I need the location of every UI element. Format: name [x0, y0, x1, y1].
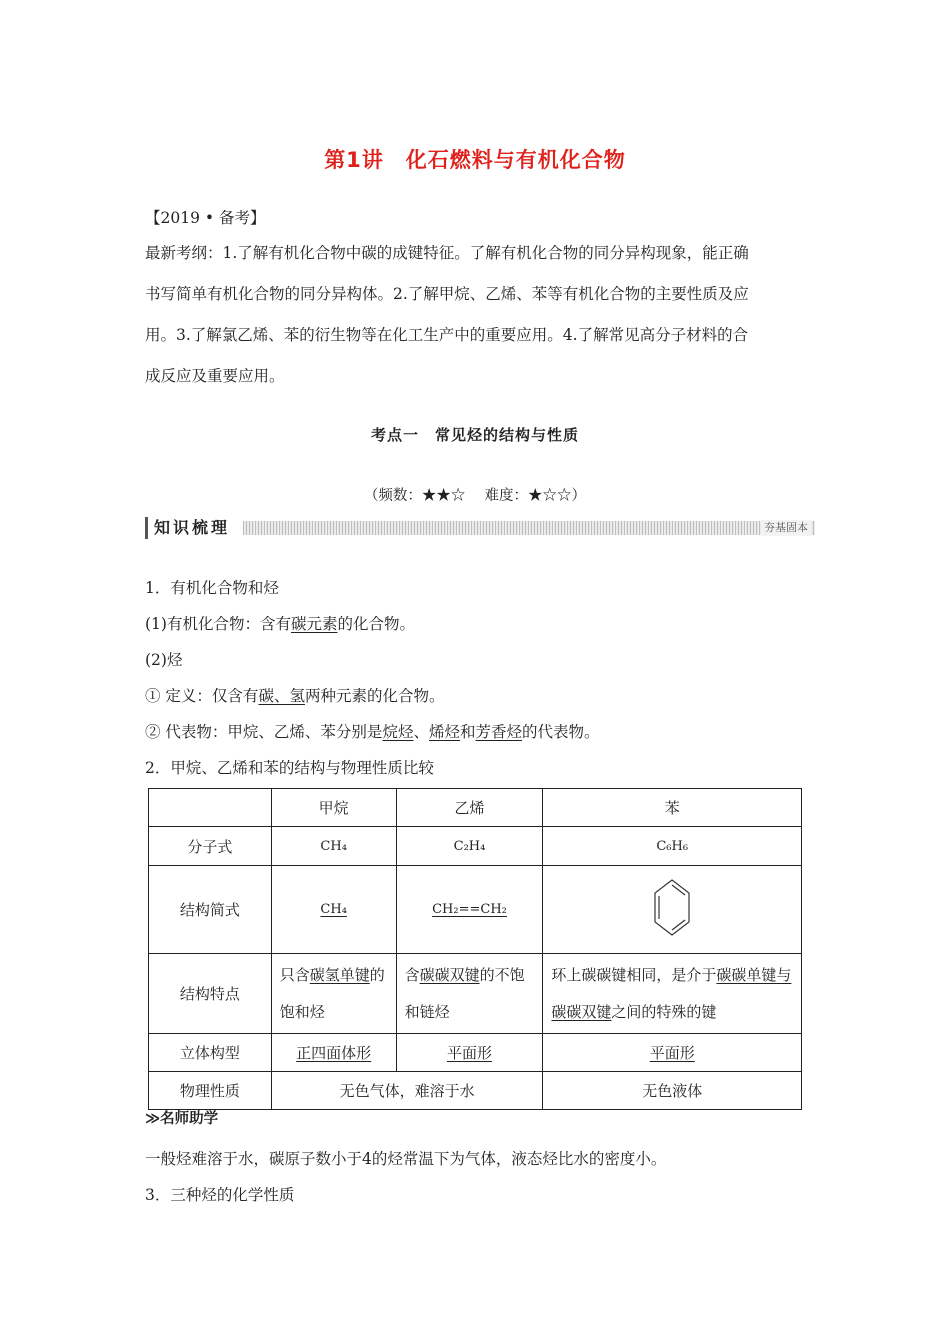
exam-tag: 【2019 • 备考】 [145, 209, 266, 227]
item1-heading: 1．有机化合物和烃 [145, 579, 279, 597]
banner-label: 知识梳理 [145, 517, 236, 539]
banner-right-label: 夯基固本 [761, 520, 811, 536]
answer-underline: CH₄ [320, 902, 347, 917]
tip-label: ≫名师助学 [145, 1111, 219, 1127]
answer-underline: 碳碳单键与碳碳双键 [551, 965, 792, 1021]
text: (1)有机化合物：含有 [145, 615, 291, 633]
answer-underline: 碳、氢 [258, 687, 305, 705]
answer-underline: CH₂==CH₂ [432, 902, 507, 917]
table-row [149, 866, 802, 954]
cell [543, 1034, 802, 1072]
syllabus-line: 书写简单有机化合物的同分异构体。2.了解甲烷、乙烯、苯等有机化合物的主要性质及应 [145, 285, 749, 303]
text: 和 [459, 723, 476, 741]
answer-underline: 碳元素 [290, 615, 338, 633]
syllabus [145, 233, 810, 397]
row-label: 物理性质 [149, 1072, 272, 1110]
frequency-rating: （频数：★★☆ 难度：★☆☆） [363, 488, 587, 504]
cell [543, 866, 802, 954]
text: 只含 [279, 965, 310, 984]
header-cell: 乙烯 [396, 789, 543, 827]
answer-underline: 平面形 [649, 1044, 695, 1062]
item1-organic-compound [145, 612, 415, 634]
answer-underline: 芳香烃 [475, 723, 523, 741]
table-row [149, 954, 802, 1034]
syllabus-line: 成反应及重要应用。 [145, 367, 285, 385]
answer-underline: 碳氢单键 [309, 965, 370, 984]
cell [271, 866, 396, 954]
cell [271, 954, 396, 1034]
cell: 无色气体，难溶于水 [271, 1072, 543, 1110]
item2-heading: 2．甲烷、乙烯和苯的结构与物理性质比较 [145, 759, 434, 777]
header-cell: 甲烷 [271, 789, 396, 827]
cell: C₂H₄ [396, 827, 543, 866]
item1-hydrocarbon: (2)烃 [145, 651, 183, 669]
item1-definition [145, 684, 444, 706]
text: 的化合物。 [337, 615, 415, 633]
text: 环上碳碳键相同，是介于 [551, 965, 717, 984]
answer-underline: 烯烃 [428, 723, 460, 741]
text: 的饱和烃 [279, 965, 385, 1021]
row-label: 分子式 [149, 827, 272, 866]
header-cell [149, 789, 272, 827]
answer-underline: 平面形 [446, 1044, 492, 1062]
table-row [149, 1072, 802, 1110]
cell [396, 954, 543, 1034]
syllabus-line: 最新考纲：1.了解有机化合物中碳的成键特征。了解有机化合物的同分异构现象，能正确 [145, 244, 749, 262]
text: 两种元素的化合物。 [304, 687, 445, 705]
syllabus-line: 用。3.了解氯乙烯、苯的衍生物等在化工生产中的重要应用。4.了解常见高分子材料的合 [145, 326, 749, 344]
cell [396, 1034, 543, 1072]
tip-text: 一般烃难溶于水，碳原子数小于4的烃常温下为气体，液态烃比水的密度小。 [145, 1150, 667, 1168]
cell: CH₄ [271, 827, 396, 866]
cell [396, 866, 543, 954]
banner-pattern [243, 521, 815, 535]
section-banner [145, 517, 815, 539]
item1-representatives [145, 720, 600, 742]
text: ② 代表物：甲烷、乙烯、苯分别是 [145, 723, 383, 741]
text: 的代表物。 [522, 723, 600, 741]
benzene-ring-icon [652, 877, 692, 939]
answer-underline: 碳碳双键 [419, 965, 480, 984]
text: ① 定义：仅含有 [145, 687, 259, 705]
table-row [149, 827, 802, 866]
answer-underline: 烷烃 [382, 723, 414, 741]
cell [543, 954, 802, 1034]
section-title: 考点一 常见烃的结构与性质 [370, 426, 579, 444]
text: 之间的特殊的键 [611, 1002, 717, 1021]
row-label: 结构特点 [149, 954, 272, 1034]
item3-heading: 3．三种烃的化学性质 [145, 1186, 295, 1204]
table-header-row [149, 789, 802, 827]
row-label: 结构简式 [149, 866, 272, 954]
text: 的不饱和链烃 [404, 965, 525, 1021]
text: 含 [404, 965, 420, 984]
answer-underline: 正四面体形 [296, 1044, 372, 1062]
text: 、 [413, 723, 429, 741]
cell: C₆H₆ [543, 827, 802, 866]
page-title: 第1讲 化石燃料与有机化合物 [324, 148, 626, 172]
row-label: 立体构型 [149, 1034, 272, 1072]
cell [271, 1034, 396, 1072]
comparison-table [148, 788, 802, 1110]
header-cell: 苯 [543, 789, 802, 827]
table-row [149, 1034, 802, 1072]
cell: 无色液体 [543, 1072, 802, 1110]
